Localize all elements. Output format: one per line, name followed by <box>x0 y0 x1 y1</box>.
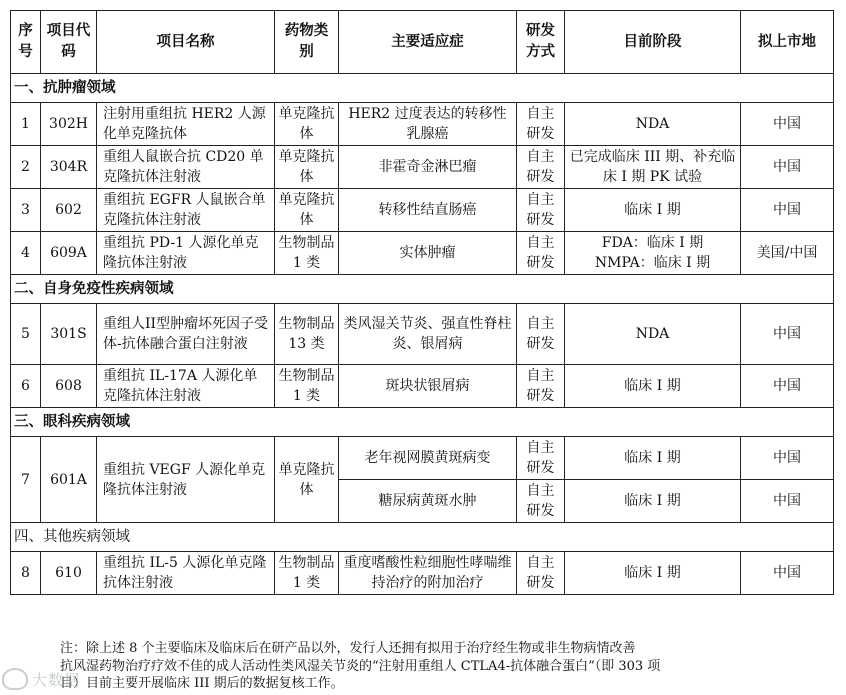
cell-dev: 自主研发 <box>517 304 565 365</box>
footnote <box>60 640 840 693</box>
section-row <box>11 74 834 103</box>
cell-stage: 临床 I 期 <box>565 480 741 523</box>
cell-stage: 临床 I 期 <box>565 365 741 408</box>
header-name: 项目名称 <box>97 11 275 74</box>
header-seq: 序号 <box>11 11 41 74</box>
section-title: 三、眼科疾病领域 <box>11 408 834 437</box>
cell-stage: 已完成临床 III 期、补充临床 I 期 PK 试验 <box>565 146 741 189</box>
cell-indication: 重度嗜酸性粒细胞性哮喘维持治疗的附加治疗 <box>339 552 517 595</box>
header-type: 药物类别 <box>275 11 339 74</box>
cell-type: 生物制品 1 类 <box>275 365 339 408</box>
table-row <box>11 232 834 275</box>
header-row <box>11 11 834 74</box>
cell-dev: 自主研发 <box>517 189 565 232</box>
cell-indication: 实体肿瘤 <box>339 232 517 275</box>
section-title: 一、抗肿瘤领域 <box>11 74 834 103</box>
section-title: 二、自身免疫性疾病领域 <box>11 275 834 304</box>
cell-name: 重组抗 VEGF 人源化单克隆抗体注射液 <box>97 437 275 523</box>
cell-type: 生物制品 1 类 <box>275 232 339 275</box>
table-row <box>11 189 834 232</box>
cell-indication: 斑块状银屑病 <box>339 365 517 408</box>
table-row <box>11 304 834 365</box>
cell-market: 中国 <box>741 552 834 595</box>
cell-market: 中国 <box>741 103 834 146</box>
cell-indication: 类风湿关节炎、强直性脊柱炎、银屑病 <box>339 304 517 365</box>
section-row <box>11 523 834 552</box>
cell-seq: 6 <box>11 365 41 408</box>
cell-type: 单克隆抗体 <box>275 146 339 189</box>
watermark-text: 大数据 <box>32 670 81 689</box>
cell-code: 602 <box>41 189 97 232</box>
table-row <box>11 552 834 595</box>
cell-type: 单克隆抗体 <box>275 103 339 146</box>
pipeline-table <box>10 10 834 595</box>
cell-dev: 自主研发 <box>517 552 565 595</box>
footnote-line: 注：除上述 8 个主要临床及临床后在研产品以外，发行人还拥有拟用于治疗经生物或非生物病情改善 <box>60 641 636 656</box>
cell-market: 中国 <box>741 365 834 408</box>
cell-stage: 临床 I 期 <box>565 437 741 480</box>
cell-stage: NDA <box>565 304 741 365</box>
cell-name: 重组抗 IL-17A 人源化单克隆抗体注射液 <box>97 365 275 408</box>
cell-name: 重组抗 EGFR 人鼠嵌合单克隆抗体注射液 <box>97 189 275 232</box>
cell-stage: NDA <box>565 103 741 146</box>
watermark <box>2 665 112 693</box>
cell-market: 中国 <box>741 189 834 232</box>
cell-market: 中国 <box>741 437 834 480</box>
cell-code: 608 <box>41 365 97 408</box>
cell-type: 生物制品 13 类 <box>275 304 339 365</box>
cell-stage: 临床 I 期 <box>565 552 741 595</box>
cell-dev: 自主研发 <box>517 437 565 480</box>
cell-dev: 自主研发 <box>517 103 565 146</box>
table-row <box>11 365 834 408</box>
header-code: 项目代码 <box>41 11 97 74</box>
cell-code: 601A <box>41 437 97 523</box>
cell-seq: 1 <box>11 103 41 146</box>
cell-name: 重组抗 PD-1 人源化单克隆抗体注射液 <box>97 232 275 275</box>
cell-name: 重组人II型肿瘤坏死因子受体-抗体融合蛋白注射液 <box>97 304 275 365</box>
stage-nmpa: NMPA：临床 I 期 <box>594 255 711 271</box>
cell-dev: 自主研发 <box>517 480 565 523</box>
section-row <box>11 275 834 304</box>
cell-dev: 自主研发 <box>517 365 565 408</box>
cell-seq: 4 <box>11 232 41 275</box>
cell-indication: 老年视网膜黄斑病变 <box>339 437 517 480</box>
section-title: 四、其他疾病领域 <box>11 523 834 552</box>
cell-type: 单克隆抗体 <box>275 189 339 232</box>
cell-code: 302H <box>41 103 97 146</box>
cell-seq: 8 <box>11 552 41 595</box>
cell-code: 304R <box>41 146 97 189</box>
header-indication: 主要适应症 <box>339 11 517 74</box>
table-row <box>11 437 834 480</box>
cell-name: 重组抗 IL-5 人源化单克隆抗体注射液 <box>97 552 275 595</box>
cell-indication: 转移性结直肠癌 <box>339 189 517 232</box>
cell-stage <box>565 232 741 275</box>
table-row <box>11 103 834 146</box>
section-row <box>11 408 834 437</box>
cell-market: 美国/中国 <box>741 232 834 275</box>
header-market: 拟上市地 <box>741 11 834 74</box>
cell-dev: 自主研发 <box>517 232 565 275</box>
cell-seq: 7 <box>11 437 41 523</box>
cell-market: 中国 <box>741 146 834 189</box>
cell-market: 中国 <box>741 304 834 365</box>
brand-logo-icon <box>2 668 28 690</box>
cell-market: 中国 <box>741 480 834 523</box>
cell-code: 609A <box>41 232 97 275</box>
table-row <box>11 146 834 189</box>
cell-indication: 糖尿病黄斑水肿 <box>339 480 517 523</box>
cell-stage: 临床 I 期 <box>565 189 741 232</box>
stage-fda: FDA：临床 I 期 <box>601 235 704 251</box>
footnote-line: 目）目前主要开展临床 III 期后的数据复核工作。 <box>60 676 344 691</box>
cell-indication: HER2 过度表达的转移性乳腺癌 <box>339 103 517 146</box>
cell-seq: 2 <box>11 146 41 189</box>
cell-code: 610 <box>41 552 97 595</box>
cell-seq: 3 <box>11 189 41 232</box>
cell-type: 单克隆抗体 <box>275 437 339 523</box>
cell-dev: 自主研发 <box>517 146 565 189</box>
cell-type: 生物制品 1 类 <box>275 552 339 595</box>
footnote-line: 抗风湿药物治疗疗效不佳的成人活动性类风湿关节炎的“注射用重组人 CTLA4-抗体融合蛋白”（即 303 项 <box>60 658 661 674</box>
header-dev: 研发方式 <box>517 11 565 74</box>
cell-name: 注射用重组抗 HER2 人源化单克隆抗体 <box>97 103 275 146</box>
cell-indication: 非霍奇金淋巴瘤 <box>339 146 517 189</box>
cell-seq: 5 <box>11 304 41 365</box>
cell-code: 301S <box>41 304 97 365</box>
header-stage: 目前阶段 <box>565 11 741 74</box>
cell-name: 重组人鼠嵌合抗 CD20 单克隆抗体注射液 <box>97 146 275 189</box>
